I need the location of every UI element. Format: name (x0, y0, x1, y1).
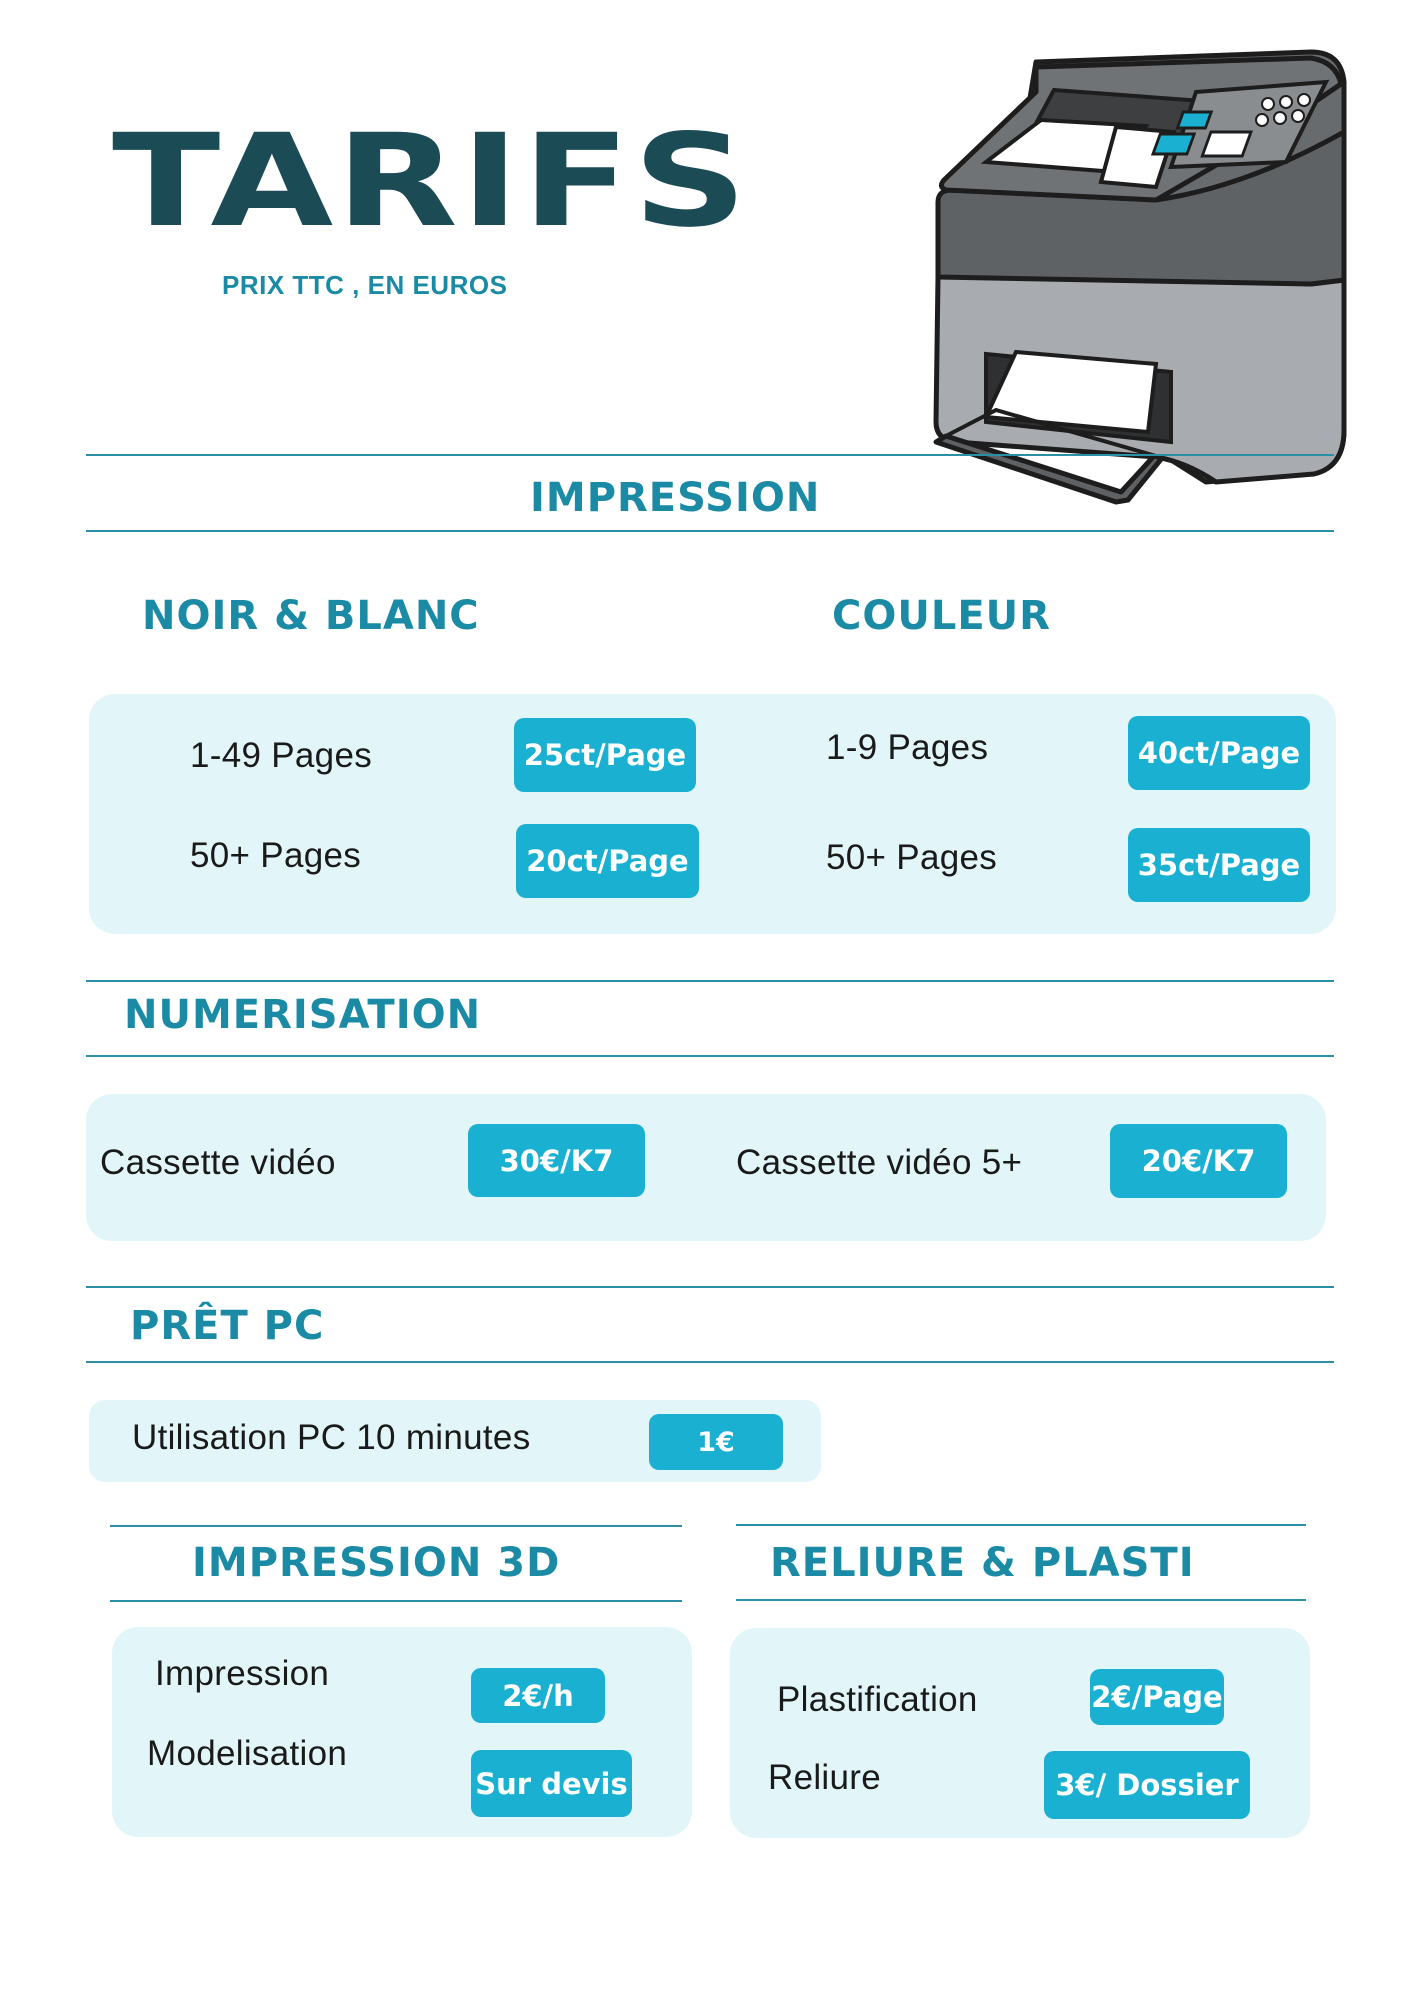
printer-illustration-icon (916, 22, 1366, 542)
reliure-row-2-price: 3€/ Dossier (1044, 1751, 1250, 1819)
nb-row-1-price: 25ct/Page (514, 718, 696, 792)
page-title: TARIFS (112, 107, 750, 256)
numerisation-row-1-price: 30€/K7 (468, 1124, 645, 1197)
impression-3d-row-1-label: Impression (155, 1654, 330, 1693)
pret-pc-rule-top (86, 1286, 1334, 1288)
section-title-impression-3d: IMPRESSION 3D (192, 1540, 561, 1586)
impression-3d-row-1-price: 2€/h (471, 1668, 605, 1723)
numerisation-rule-bottom (86, 1055, 1334, 1057)
nb-row-2-price: 20ct/Page (516, 824, 699, 898)
couleur-row-2-price: 35ct/Page (1128, 828, 1310, 902)
pret-pc-row-1-price: 1€ (649, 1414, 783, 1470)
numerisation-rule-top (86, 980, 1334, 982)
page-subtitle: PRIX TTC , EN EUROS (222, 270, 508, 300)
impression-3d-rule-top (110, 1525, 682, 1527)
numerisation-row-2-label: Cassette vidéo 5+ (736, 1143, 1023, 1182)
subtitle-couleur: COULEUR (832, 593, 1051, 639)
subtitle-noir-blanc: NOIR & BLANC (142, 593, 480, 639)
nb-row-2-label: 50+ Pages (190, 836, 362, 875)
section-title-reliure-plasti: RELIURE & PLASTI (770, 1540, 1195, 1586)
reliure-row-2-label: Reliure (768, 1758, 881, 1797)
reliure-rule-bottom (736, 1599, 1306, 1601)
impression-rule-top (86, 454, 1334, 456)
pret-pc-rule-bottom (86, 1361, 1334, 1363)
numerisation-row-2-price: 20€/K7 (1110, 1124, 1287, 1198)
section-title-impression: IMPRESSION (530, 475, 821, 521)
section-title-numerisation: NUMERISATION (124, 992, 482, 1038)
reliure-rule-top (736, 1524, 1306, 1526)
nb-row-1-label: 1-49 Pages (190, 736, 373, 775)
couleur-row-2-label: 50+ Pages (826, 838, 998, 877)
couleur-row-1-label: 1-9 Pages (826, 728, 989, 767)
impression-3d-row-2-label: Modelisation (147, 1734, 348, 1773)
pret-pc-row-1-label: Utilisation PC 10 minutes (132, 1418, 531, 1457)
reliure-row-1-label: Plastification (777, 1680, 978, 1719)
reliure-row-1-price: 2€/Page (1090, 1669, 1224, 1725)
impression-3d-row-2-price: Sur devis (471, 1750, 632, 1817)
impression-rule-bottom (86, 530, 1334, 532)
section-title-pret-pc: PRÊT PC (130, 1303, 325, 1349)
impression-3d-rule-bottom (110, 1600, 682, 1602)
numerisation-row-1-label: Cassette vidéo (100, 1143, 336, 1182)
couleur-row-1-price: 40ct/Page (1128, 716, 1310, 790)
